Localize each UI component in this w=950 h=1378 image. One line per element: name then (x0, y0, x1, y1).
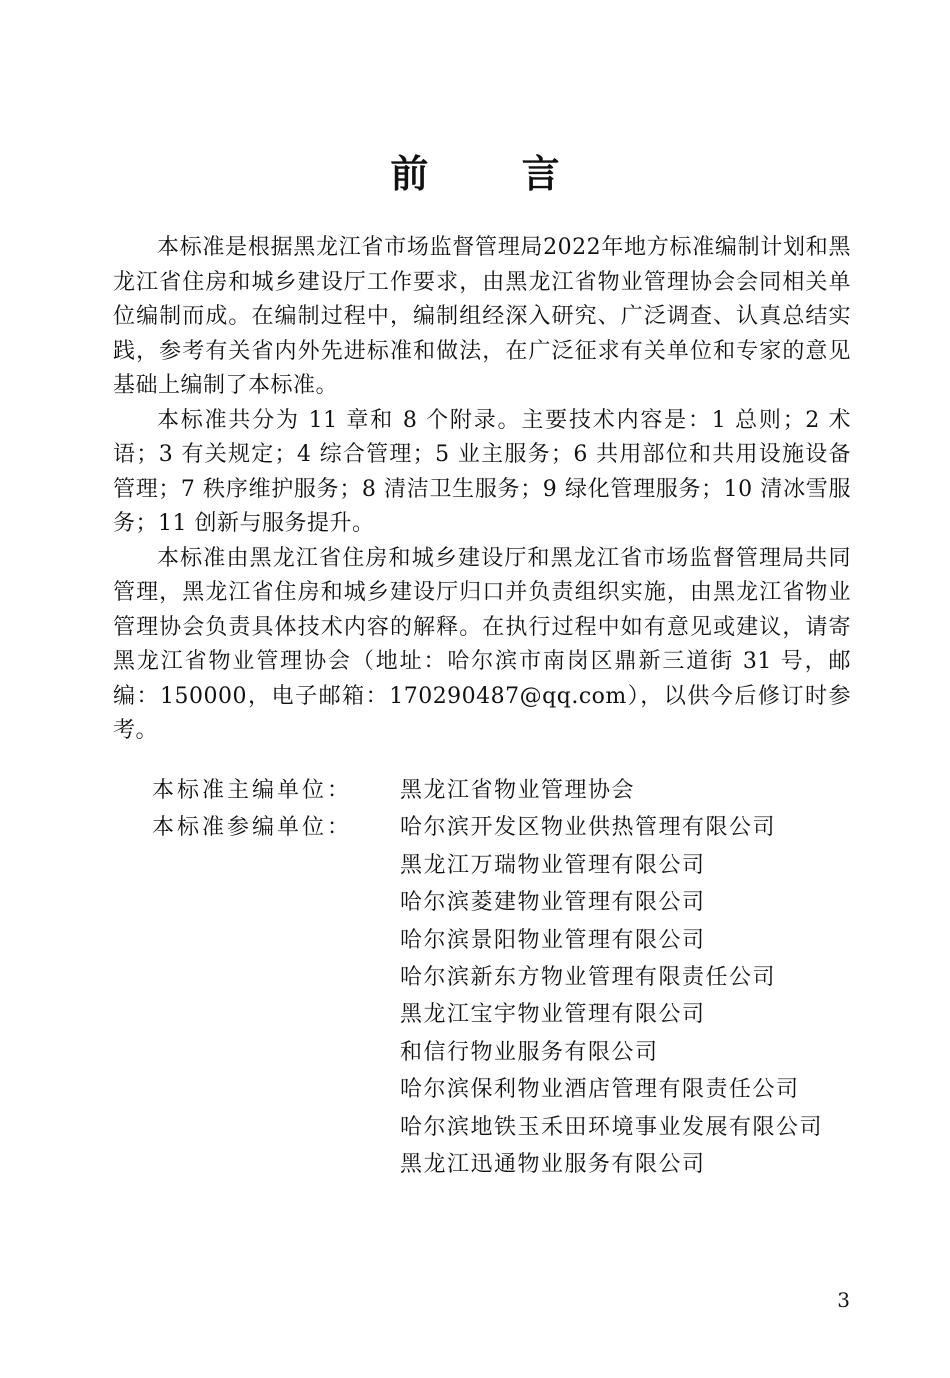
preface-paragraph-1: 本标准是根据黑龙江省市场监督管理局2022年地方标准编制计划和黑龙江省住房和城乡建设厅工作要求，由黑龙江省物业管理协会会同相关单位编制而成。在编制过程中，编制组经深入研究、广泛调查、认真总结实践，参考有关省内外先进标准和做法，在广泛征求有关单位和专家的意见基础上编制了本标准。 (113, 235, 851, 398)
page-title: 前 言 (390, 151, 600, 196)
participating-unit-name: 哈尔滨地铁玉禾田环境事业发展有限公司 (400, 1114, 824, 1140)
participating-units-label: 本标准参编单位： (152, 815, 353, 841)
participating-unit-name: 哈尔滨开发区物业供热管理有限公司 (400, 815, 777, 841)
chief-unit-list (400, 772, 852, 809)
participating-unit-name: 哈尔滨景阳物业管理有限公司 (400, 927, 706, 953)
preface-paragraph-2: 本标准共分为 11 章和 8 个附录。主要技术内容是：1 总则；2 术语；3 有关规定；4 综合管理；5 业主服务；6 共用部位和共用设施设备管理；7 秩序维护服务；8 清洁卫生服务；9 绿化管理服务；10 清冰雪服务；11 创新与服务提升。 (113, 407, 851, 536)
preface-paragraph-3: 本标准由黑龙江省住房和城乡建设厅和黑龙江省市场监督管理局共同管理，黑龙江省住房和城乡建设厅归口并负责组织实施，由黑龙江省物业管理协会负责具体技术内容的解释。在执行过程中如有意见或建议，请寄黑龙江省物业管理协会（地址：哈尔滨市南岗区鼎新三道街 31 号，邮编：150000，电子邮箱：170290487@qq.com），以供今后修订时参考。 (113, 545, 851, 743)
participating-unit-name: 哈尔滨保利物业酒店管理有限责任公司 (400, 1077, 800, 1103)
participating-units-row (152, 809, 852, 1183)
participating-unit-name: 哈尔滨新东方物业管理有限责任公司 (400, 965, 777, 991)
page-number: 3 (837, 1288, 850, 1312)
participating-unit-name: 哈尔滨菱建物业管理有限公司 (400, 890, 706, 916)
participating-unit-name: 黑龙江万瑞物业管理有限公司 (400, 852, 706, 878)
participating-unit-name: 和信行物业服务有限公司 (400, 1039, 659, 1065)
editing-units (152, 772, 852, 1183)
chief-unit-label: 本标准主编单位： (152, 778, 353, 803)
participating-unit-name: 黑龙江宝宇物业管理有限公司 (400, 1002, 706, 1028)
participating-unit-name: 黑龙江迅通物业服务有限公司 (400, 1152, 706, 1178)
chief-unit-name: 黑龙江省物业管理协会 (400, 778, 636, 803)
participating-units-list (400, 809, 852, 1183)
chief-unit-row (152, 772, 852, 809)
preface-body (113, 231, 851, 749)
